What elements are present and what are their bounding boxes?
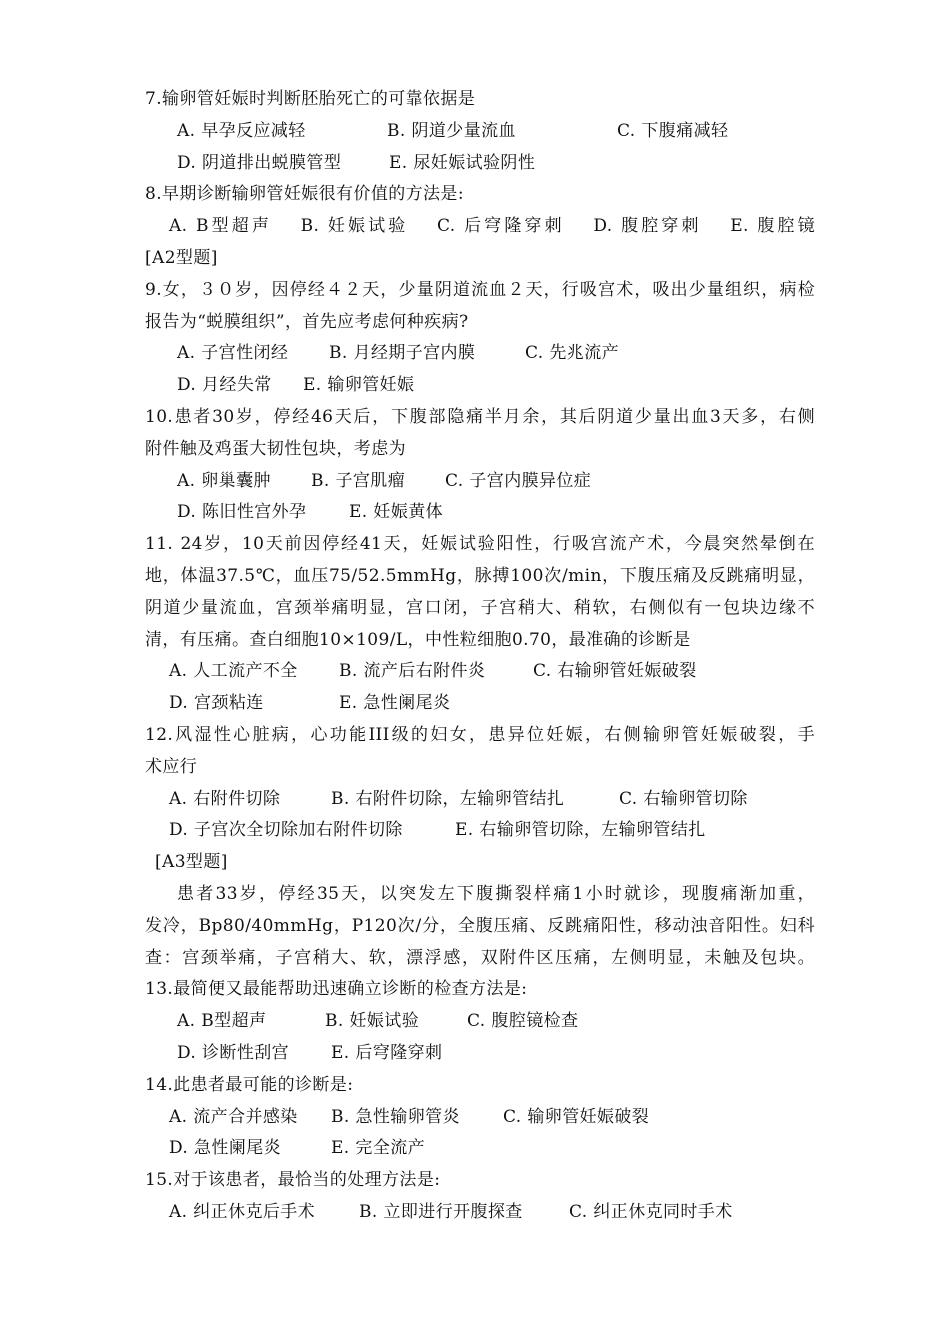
option-row [145, 148, 815, 180]
question-text-line: 7.输卵管妊娠时判断胚胎死亡的可靠依据是 [145, 89, 476, 109]
answer-option: A. 纠正休克后手术 [169, 1201, 316, 1222]
answer-option: B. 立即进行开腹探查 [359, 1201, 523, 1222]
question-text-line: 阴道少量流血，宫颈举痛明显，宫口闭，子宫稍大、稍软，右侧似有一包块边缘不 [145, 597, 815, 618]
question-text-line: 查：宫颈举痛，子宫稍大、软，漂浮感，双附件区压痛，左侧明显，未触及包块。 [145, 947, 815, 968]
question-text-line: 清，有压痛。查白细胞10×109/L，中性粒细胞0.70，最准确的诊断是 [145, 629, 691, 650]
answer-option: A. 子宫性闭经 [177, 343, 289, 364]
question-text-line: 12.风湿性心脏病，心功能III级的妇女，患异位妊娠，右侧输卵管妊娠破裂，手 [145, 724, 815, 745]
answer-option: C. 输卵管妊娠破裂 [503, 1106, 650, 1127]
option-row [145, 688, 815, 720]
option-row [145, 370, 815, 402]
answer-option: A. 人工流产不全 [169, 661, 298, 682]
answer-option: E. 输卵管妊娠 [303, 375, 415, 396]
answer-option: B. 月经期子宫内膜 [329, 343, 476, 364]
answer-option: E. 妊娠黄体 [349, 502, 444, 523]
answer-option: B. 急性输卵管炎 [331, 1106, 460, 1127]
answer-option: D. 月经失常 [177, 375, 272, 396]
option-row [145, 497, 815, 529]
answer-option: D. 宫颈粘连 [169, 693, 264, 714]
option-row [145, 1006, 815, 1038]
option-row [145, 815, 815, 847]
answer-option: E. 急性阑尾炎 [339, 693, 451, 714]
answer-option: D. 子宫次全切除加右附件切除 [169, 820, 403, 841]
answer-option: D. 陈旧性宫外孕 [177, 502, 307, 523]
question-text-line: 报告为“蜕膜组织”，首先应考虑何种疾病? [145, 311, 469, 332]
question-text-line: 11. 24岁，10天前因停经41天，妊娠试验阳性，行吸宫流产术，今晨突然晕倒在 [145, 534, 815, 555]
option-row [145, 1038, 815, 1070]
answer-option: C. 右输卵管切除 [619, 788, 748, 809]
answer-option: E. 完全流产 [331, 1138, 426, 1159]
answer-option: E. 后穹隆穿刺 [331, 1042, 443, 1063]
option-row [145, 116, 815, 148]
option-row [145, 656, 815, 688]
answer-option: C. 先兆流产 [525, 343, 620, 364]
question-text-line: 8.早期诊断输卵管妊娠很有价值的方法是: [145, 184, 464, 205]
answer-option: A. 卵巢囊肿 [177, 470, 271, 491]
answer-option: B. 子宫肌瘤 [311, 470, 406, 491]
answer-option: B. 流产后右附件炎 [339, 661, 486, 682]
answer-option: A. 右附件切除 [169, 788, 281, 809]
answer-option: A. B型超声 [177, 1011, 267, 1032]
answer-option: C. 腹腔镜检查 [467, 1011, 579, 1032]
answer-option: A. 流产合并感染 [169, 1106, 298, 1127]
option-row [145, 784, 815, 816]
answer-option: C. 子宫内膜异位症 [445, 470, 592, 491]
answer-option: B. 阴道少量流血 [387, 120, 516, 141]
section-heading: [A2型题] [145, 247, 218, 268]
question-text-line: 15.对于该患者，最恰当的处理方法是: [145, 1170, 441, 1191]
section-heading: [A3型题] [155, 852, 228, 873]
answer-option: B. 妊娠试验 [325, 1011, 420, 1032]
answer-option: A. 早孕反应减轻 [177, 120, 306, 141]
option-row [145, 1133, 815, 1165]
question-text-line: 术应行 [145, 756, 198, 777]
answer-option: C. 纠正休克同时手术 [569, 1201, 733, 1222]
question-text-line: A. B型超声 B. 妊娠试验 C. 后穹隆穿刺 D. 腹腔穿刺 E. 腹腔镜 [169, 216, 815, 237]
answer-option: D. 诊断性刮宫 [177, 1042, 290, 1063]
option-row [145, 1102, 815, 1134]
question-text-line: 13.最简便又最能帮助迅速确立诊断的检查方法是: [145, 979, 528, 1000]
answer-option: C. 下腹痛减轻 [617, 120, 729, 141]
exam-page [145, 84, 815, 1229]
answer-option: E. 右输卵管切除，左输卵管结扎 [455, 820, 706, 841]
question-text-line: 9.女，３０岁，因停经４２天，少量阴道流血２天，行吸宫术，吸出少量组织，病检 [145, 279, 815, 300]
question-text-line: 附件触及鸡蛋大韧性包块，考虑为 [145, 438, 406, 459]
answer-option: C. 右输卵管妊娠破裂 [533, 661, 697, 682]
option-row [145, 338, 815, 370]
question-text-line: 患者33岁，停经35天，以突发左下腹撕裂样痛1小时就诊，现腹痛渐加重， [177, 883, 815, 904]
answer-option: E. 尿妊娠试验阴性 [389, 152, 536, 173]
option-row [145, 1197, 815, 1229]
question-text-line: 发冷，Bp80/40mmHg，P120次/分，全腹压痛、反跳痛阳性，移动浊音阳性。妇科 [145, 915, 815, 936]
answer-option: B. 右附件切除，左输卵管结扎 [331, 788, 565, 809]
question-text-line: 地，体温37.5℃，血压75/52.5mmHg，脉搏100次/min，下腹压痛及反跳痛明显， [145, 565, 815, 586]
answer-option: D. 阴道排出蜕膜管型 [177, 152, 342, 173]
question-text-line: 14.此患者最可能的诊断是: [145, 1074, 354, 1095]
question-text-line: 10.患者30岁，停经46天后，下腹部隐痛半月余，其后阴道少量出血3天多，右侧 [145, 406, 815, 427]
option-row [145, 466, 815, 498]
answer-option: D. 急性阑尾炎 [169, 1138, 282, 1159]
